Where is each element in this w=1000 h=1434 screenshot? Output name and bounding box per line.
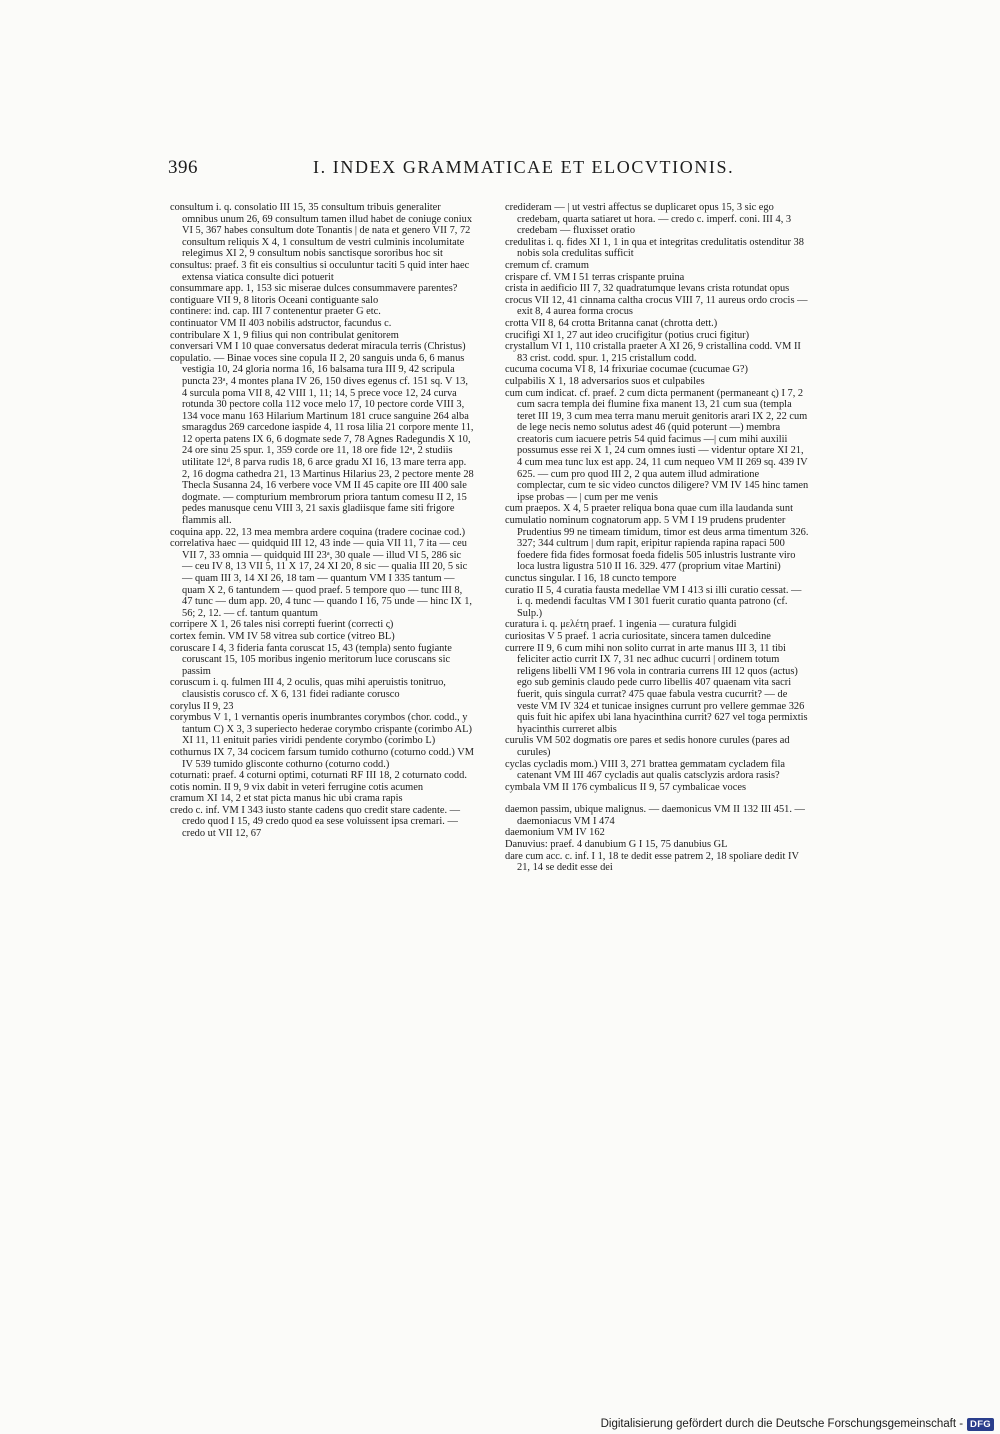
index-entry: daemon passim, ubique malignus. — daemonicus VM II 132 III 451. — daemoniacus VM I 474 (505, 804, 805, 827)
index-entry: corylus II 9, 23 (170, 700, 234, 712)
index-entry: cortex femin. VM IV 58 vitrea sub cortice (vitreo BL) (170, 630, 395, 642)
index-entry: cothurnus IX 7, 34 cocicem farsum tumido cothurno (coturno codd.) VM IV 539 tumido glisconte cothurno (coturno codd.) (170, 746, 474, 770)
index-entry: cramum XI 14, 2 et stat picta manus hic ubi crama rapis (170, 793, 403, 805)
index-entry: cucuma cocuma VI 8, 14 frixuriae cocumae (cucumae G?) (505, 364, 749, 376)
index-entry: daemonium VM IV 162 (505, 827, 605, 839)
index-entry: coquina app. 22, 13 mea membra ardere coquina (tradere cocinae cod.) (170, 526, 466, 538)
index-entry: copulatio. — Binae voces sine copula II 2, 20 sanguis unda 6, 6 manus vestigia 10, 24 gloria norma 16, 16 balsama tura III 9, 42 scripula puncta 23ᵃ, 4 montes plana IV 26, 150 dives egenus cf. 151 sq. V 13, 4 surcula poma VII 8, 42 VIII 1, 11; 14, 5 prece voce 12, 24 curva rotunda 30 pectore colla 112 voce melo 17, 10 pectore corde VIII 3, 134 voce manu 163 Hilarium Martinum 181 cruce sanguine 264 alba smaragdus 269 carcedone iaspide 4, 11 rosa lilia 21 corpore mente 11, 12 operta patens IX 6, 6 dogmate sede 7, 78 Agnes Radegundis X 10, 24 ore sinu 25 spur. 1, 359 corde ore 11, 18 ore fide 12ᵃ, 2 studiis utilitate 12ᵈ, 8 parva rudis 18, 6 arce gradu XI 16, 13 mare terra app. 2, 16 dogma cathedra 21, 13 Martinus Hilarius 23, 2 pectore mente 28 Thecla Susanna 24, 16 verbere voce VM II 45 capite ore III 400 sale dogmate. — compturium membrorum priora tantum comesu II 2, 15 pedes manusque cenu VIII 3, 21 saxis gladiisque fame siti frigore flammis all. (170, 352, 474, 527)
index-entry: contiguare VII 9, 8 litoris Oceani contiguante salo (170, 294, 379, 306)
dfg-logo: DFG (967, 1418, 994, 1431)
index-entry: cum praepos. X 4, 5 praeter reliqua bona quae cum illa laudanda sunt (505, 503, 793, 515)
index-entry: coruscare I 4, 3 fideria fanta coruscat 15, 43 (templa) sento fugiante coruscant 15, 105 moribus ingenio meritorum luce coruscans sic passim (170, 642, 452, 677)
index-entry: currere II 9, 6 cum mihi non solito currat in arte manus III 3, 11 tibi feliciter actio currit IX 7, 31 nec adhuc cucurri | ordinem totum religens libelli VM I 96 vola in contraria currens III 12 quos (actus) ego sub geminis claudo pede curro libellis 407 quaenam vita sacri fuerit, quis singula currat? 475 quae fabula vestra cucurrit? — de veste VM IV 324 et tunicae insignes currunt pro vellere gemmae 326 quis fuit hic apifex ubi lana hyacinthina currit? 627 vel toga permixtis hyacinthis curreret albis (505, 642, 808, 735)
index-entry: crocus VII 12, 41 cinnama caltha crocus VIII 7, 11 aureus ordo crocis — exit 8, 4 aurea forma crocus (505, 294, 808, 318)
index-entry: credulitas i. q. fides XI 1, 1 in qua et integritas credulitatis ostenditur 38 nobis sola credulitas sufficit (505, 236, 804, 260)
page-header (168, 157, 808, 181)
index-entry: coruscum i. q. fulmen III 4, 2 oculis, quas mihi aperuistis tonitruo, clausistis corusco cf. X 6, 131 fidei radiante corusco (170, 677, 446, 700)
index-entry: coturnati: praef. 4 coturni optimi, coturnati RF III 18, 2 coturnato codd. (170, 770, 467, 782)
right-column (505, 202, 809, 1254)
index-entry: Danuvius: praef. 4 danubium G I 15, 75 danubius GL (505, 839, 728, 851)
index-entry: corripere X 1, 26 tales nisi correpti fuerint (correcti ς) (170, 619, 394, 631)
funding-note: Digitalisierung gefördert durch die Deutsche Forschungsgemeinschaft - (600, 1418, 964, 1430)
index-entry: crucifigi XI 1, 27 aut ideo crucifigitur (potius cruci figitur) (505, 329, 750, 341)
index-entry: cymbala VM II 176 cymbalicus II 9, 57 cymbalicae voces (505, 781, 747, 793)
index-entry: corymbus V 1, 1 vernantis operis inumbrantes corymbos (chor. codd., y tantum C) X 3, 3 superiecto hederae corymbo crispante (corimbo AL) XI 11, 11 enituit paries viridi pendente corymbo (corimbo L) (170, 712, 472, 747)
index-entry: culpabilis X 1, 18 adversarios suos et culpabiles (505, 375, 705, 387)
index-entry: cumulatio nominum cognatorum app. 5 VM I 19 prudens prudenter Prudentius 99 ne timeam timidum, timor est deus arma timentum 326. 327; 344 cultrum | dum rapit, eripitur rapienda rapina rapaci 500 foedere fida fides formosat foeda fidelis 505 inlustris lustrante viro loca lustra ligustra 510 II 16. 329. 477 (proprium vitae Martini) (505, 515, 809, 573)
page-number: 396 (168, 157, 198, 178)
index-entry: crista in aedificio III 7, 32 quadratumque levans crista rotundat opus (505, 283, 790, 295)
index-entry: continere: ind. cap. III 7 contenentur praeter G etc. (170, 306, 381, 318)
index-entry: crystallum VI 1, 110 cristalla praeter A XI 26, 9 cristallina codd. VM II 83 crist. codd. spur. 1, 215 cristallum codd. (505, 341, 801, 364)
index-entry: curiositas V 5 praef. 1 acria curiositate, sincera tamen dulcedine (505, 630, 771, 642)
running-title: I. INDEX GRAMMATICAE ET ELOCVTIONIS. (313, 157, 735, 177)
index-entry: dare cum acc. c. inf. I 1, 18 te dedit esse patrem 2, 18 spoliare dedit IV 21, 14 se dedit esse dei (505, 850, 799, 874)
index-entry: consummare app. 1, 153 sic miserae dulces consummavere parentes? (170, 283, 458, 295)
index-entry: cyclas cycladis mom.) VIII 3, 271 brattea gemmatam cycladem fila catenant VM III 467 cycladis aut qualis catsclyzis ardora rasis? (505, 758, 785, 782)
index-entry: curulis VM 502 dogmatis ore pares et sedis honore curules (pares ad curules) (505, 735, 790, 758)
index-entry: crotta VII 8, 64 crotta Britanna canat (chrotta dett.) (505, 317, 718, 329)
index-entry: curatio II 5, 4 curatia fausta medellae VM I 413 si illi curatio cessat. — i. q. medendi facultas VM I 301 fuerit curatio quanta patrono (cf. Sulp.) (505, 584, 802, 619)
index-entry: cremum cf. cramum (505, 259, 589, 271)
index-entry: credo c. inf. VM I 343 iusto stante cadens quo credit stare cadente. — credo quod I 15, 49 credo quod ea sese voluissent ipsa cremari. — credo ut VII 12, 67 (170, 804, 461, 840)
footer (601, 1417, 994, 1431)
index-entry: cotis nomin. II 9, 9 vix dabit in veteri ferrugine cotis acumen (170, 781, 424, 793)
index-entry: consultus: praef. 3 fit eis consultius si occuluntur taciti 5 quid inter haec extensa viatica consulte dici potuerit (170, 259, 470, 283)
index-entry: curatura i. q. μελέτη praef. 1 ingenia — curatura fulgidi (505, 619, 737, 631)
index-entry: continuator VM II 403 nobilis adstructor, facundus c. (170, 317, 392, 329)
index-entry: credideram — | ut vestri affectus se duplicaret opus 15, 3 sic ego credebam, quarta satiaret ut hora. — credo c. imperf. coni. III 4, 3 credebam — fluxisset oratio (505, 202, 792, 237)
index-entry: contribulare X 1, 9 filius qui non contribulat genitorem (170, 329, 399, 341)
index-entry: conversari VM I 10 quae conversatus dederat miracula terris (Christus) (170, 341, 466, 353)
index-entry: consultum i. q. consolatio III 15, 35 consultum tribuis generaliter omnibus unum 26, 69 consultum tamen illud habet de coniuge coniux VI 5, 367 habes consultum dote Tonantis | de nata et genero VII 7, 72 consultum reliquis X 4, 1 consultum de vestri culminis incolumitate relegimus XI 2, 9 consultum nobis sanctisque sororibus hoc sit (170, 202, 473, 260)
index-entry: cum cum indicat. cf. praef. 2 cum dicta permanent (permaneant ς) I 7, 2 cum sacra templa dei flumine fixa manent 13, 21 cum sua (templa teret III 19, 3 cum mea terra manu meruit genitoris arari IX 2, 22 cum de lege necis nemo solutus adest 46 (quid poterunt —) membra creatoris cum iacuere petris 54 quid facimus —| cum mihi auxilii possumus esse rei X 1, 24 cum omnes iusti — videntur optare XI 21, 4 cum mea tunc lux est app. 24, 11 cum nequeo VM II 269 sq. 439 IV 625. — cum pro quod III 2, 2 qua autem illud admiratione complectar, cum te sic video cunctos diligere? VM IV 145 hinc tamen ipse probas — | cum per me venis (505, 387, 809, 503)
index-entry: cunctus singular. I 16, 18 cuncto tempore (505, 573, 677, 584)
index-entry: crispare cf. VM I 51 terras crispante pruina (505, 271, 685, 283)
left-column (170, 202, 474, 1258)
index-entry: correlativa haec — quidquid III 12, 43 inde — quia VII 11, 7 ita — ceu VII 7, 33 omnia — quidquid III 23ᵃ, 30 quale — illud VI 5, 286 sic — ceu IV 8, 13 VII 5, 11 X 17, 24 XI 20, 8 sic — qualia III 20, 5 sic — quam III 3, 14 XI 26, 18 tam — quantum VM I 335 tantum — quam X 2, 6 tantundem — quod praef. 5 tempore quo — tunc III 8, 47 tunc — dum app. 20, 4 tunc — quando I 16, 75 unde — hinc IX 1, 56; 2, 12. — cf. tantum quantum (170, 538, 473, 619)
